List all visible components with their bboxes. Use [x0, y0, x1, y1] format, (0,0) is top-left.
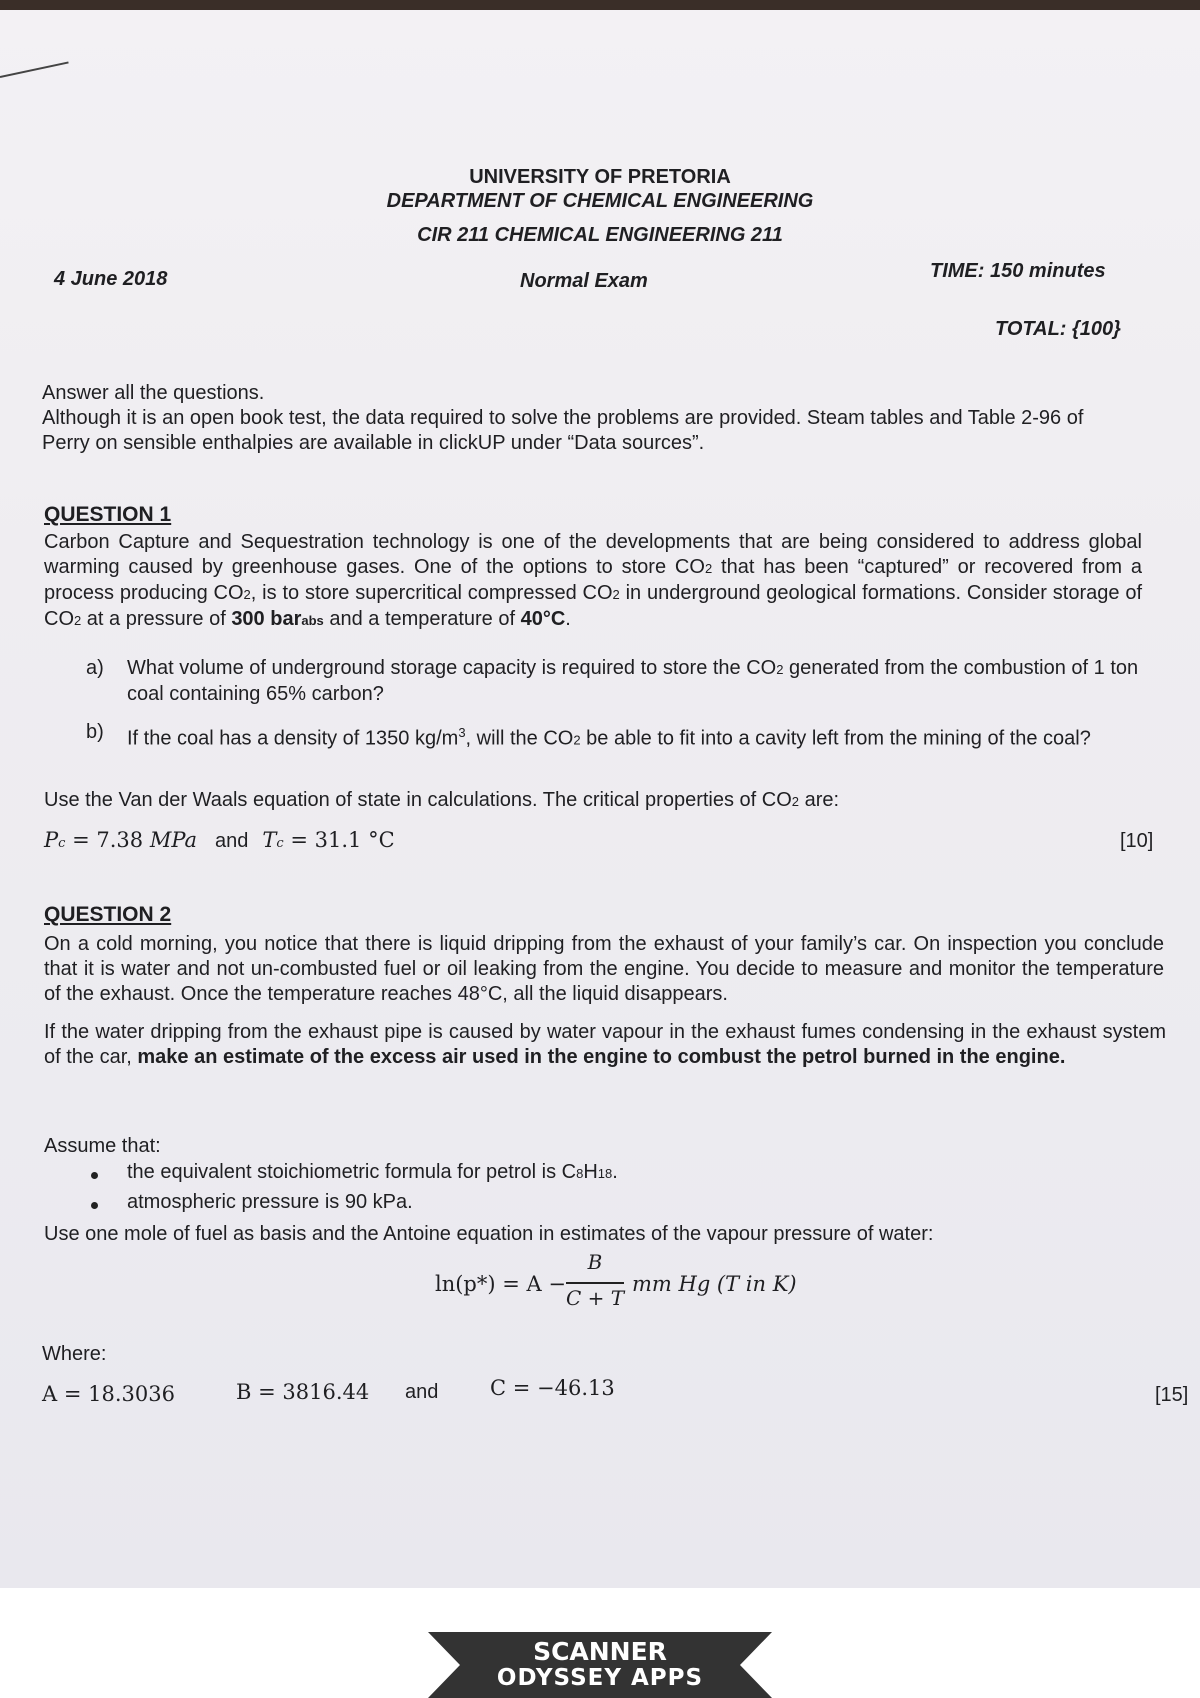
question-2-title: QUESTION 2	[44, 903, 172, 926]
question-2-marks: [15]	[1155, 1384, 1189, 1406]
constant-c: C = −46.13	[490, 1376, 615, 1400]
antoine-instruction: Use one mole of fuel as basis and the Antoine equation in estimates of the vapour pressure of water:	[44, 1223, 934, 1245]
question-1a-text: What volume of underground storage capacity is required to store the CO2 generated from the combustion of 1 ton coal containing 65% carbon?	[127, 657, 1139, 705]
instruction-paragraph: Although it is an open book test, the data required to solve the problems are provided. Steam tables and Table 2-96 of Perry on sensible enthalpies are available in clickUP under “Data sources”.	[42, 407, 1084, 454]
exam-time: TIME: 150 minutes	[930, 260, 1106, 282]
question-1-title: QUESTION 1	[44, 503, 172, 526]
exam-total: TOTAL: {100}	[995, 318, 1121, 340]
question-1b-label: b)	[86, 721, 104, 743]
question-2-paragraph-2: If the water dripping from the exhaust pipe is caused by water vapour in the exhaust fumes condensing in the exhaust system of the car, make an estimate of the excess air used in the engine to combust the petrol burned in the engine.	[44, 1021, 1166, 1068]
assume-label: Assume that:	[44, 1135, 161, 1157]
question-1b-text: If the coal has a density of 1350 $kg/m^3$, will the CO2 be able to fit into a cavity left from the mining of the coal?	[127, 725, 1091, 750]
critical-properties: Pc = 7.38 MPa and Tc = 31.1 °C	[44, 828, 395, 852]
constant-a: A = 18.3036	[42, 1382, 175, 1406]
instruction-line: Answer all the questions.	[42, 382, 265, 404]
question-1-marks: [10]	[1120, 830, 1154, 852]
exam-paper	[0, 10, 1200, 1588]
constant-b: B = 3816.44	[236, 1380, 370, 1404]
logo-text-scanner: SCANNER	[533, 1637, 667, 1666]
department-title: DEPARTMENT OF CHEMICAL ENGINEERING	[386, 190, 814, 212]
antoine-rhs: mm Hg (T in K)	[632, 1272, 797, 1296]
exam-type: Normal Exam	[520, 270, 648, 292]
course-title: CIR 211 CHEMICAL ENGINEERING 211	[417, 224, 783, 246]
antoine-numerator: B	[587, 1250, 603, 1274]
vdw-instruction: Use the Van der Waals equation of state in calculations. The critical properties of CO2 are:	[44, 789, 840, 811]
pressure-value: 300 bar	[231, 608, 302, 630]
question-2-task: make an estimate of the excess air used in the engine to combust the petrol burned in the engine.	[137, 1046, 1066, 1068]
question-1a-label: a)	[86, 657, 104, 679]
assumption-pressure: atmospheric pressure is 90 kPa.	[127, 1191, 413, 1213]
bullet-icon	[91, 1172, 98, 1179]
where-label: Where:	[42, 1343, 107, 1365]
university-title: UNIVERSITY OF PRETORIA	[469, 166, 731, 188]
fraction-bar	[566, 1282, 624, 1284]
antoine-lhs: ln(p*) = A −	[435, 1272, 566, 1296]
bullet-icon	[91, 1202, 98, 1209]
exam-date: 4 June 2018	[54, 268, 168, 290]
question-1-intro: Carbon Capture and Sequestration technology is one of the developments that are being considered to address global warming caused by greenhouse gases. One of the options to store CO2 that has been “captured” or recovered from a process producing CO2, is to store supercritical compressed CO2 in underground geological formations. Consider storage of CO2 at a pressure of 300 barabs and a temperature of 40°C.	[44, 531, 1143, 630]
temperature-value: 40°C	[520, 608, 566, 630]
antoine-denominator: C + T	[565, 1286, 625, 1310]
and-label: and	[405, 1381, 439, 1403]
pen-mark	[0, 61, 69, 78]
question-2-paragraph-1: On a cold morning, you notice that there is liquid dripping from the exhaust of your family’s car. On inspection you conclude that it is water and not un-combusted fuel or oil leaking from the engine. You decide to measure and monitor the temperature of the exhaust. Once the temperature reaches 48°C, all the liquid disappears.	[44, 933, 1164, 1005]
assumption-petrol: the equivalent stoichiometric formula for petrol is C8H18.	[127, 1161, 618, 1183]
logo-text-odyssey: ODYSSEY APPS	[496, 1665, 704, 1691]
photo-edge	[0, 0, 1200, 10]
